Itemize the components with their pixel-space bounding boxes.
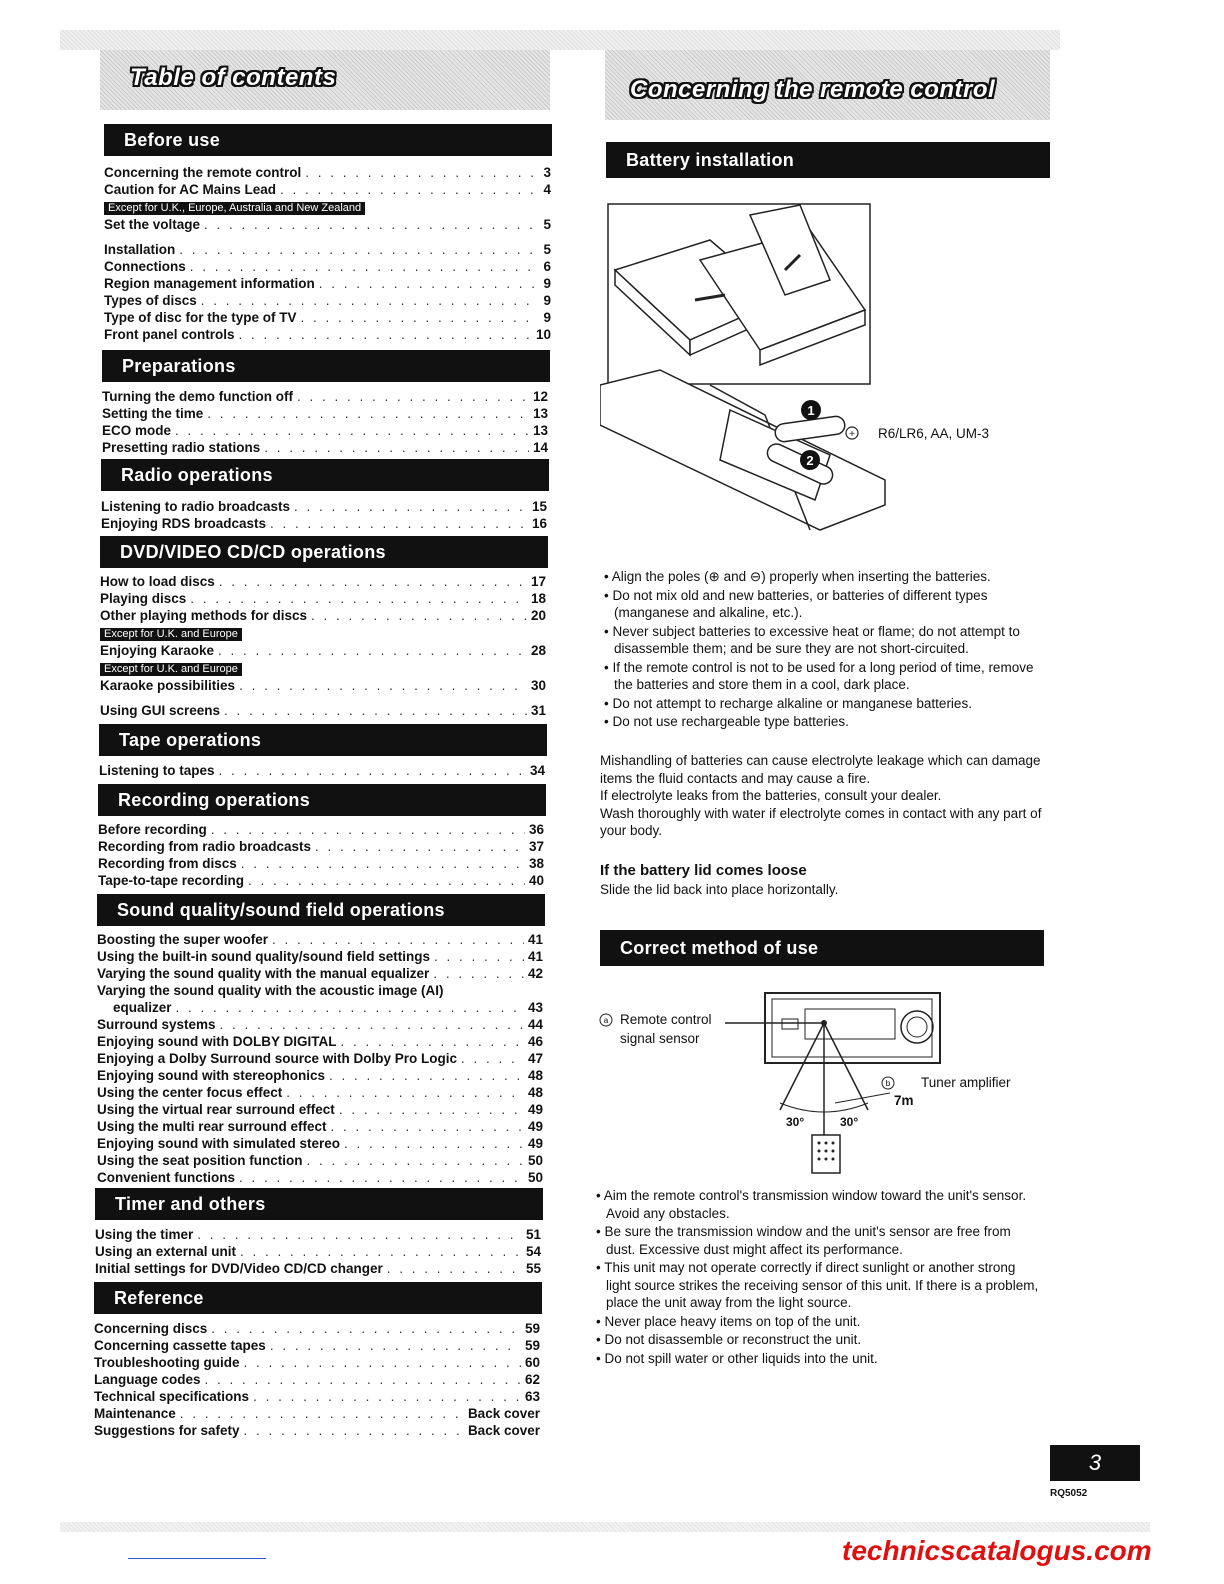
toc-entry-label: Setting the time: [102, 406, 204, 421]
warning-text: If electrolyte leaks from the batteries, consult your dealer.: [600, 788, 942, 803]
toc-entry[interactable]: [102, 388, 548, 405]
toc-entry[interactable]: [100, 607, 546, 624]
toc-title: Table of contents: [130, 64, 337, 91]
watermark-text: technicscatalogus.com: [842, 1535, 1152, 1566]
toc-list-recording: [98, 821, 544, 889]
toc-entry[interactable]: [104, 292, 551, 309]
toc-entry-label: Recording from radio broadcasts: [98, 839, 312, 854]
toc-entry-page: 37: [528, 839, 544, 854]
section-heading-timer: Timer and others: [95, 1188, 543, 1220]
toc-entry[interactable]: [97, 1101, 543, 1118]
toc-entry-label: Using the built-in sound quality/sound field settings: [97, 949, 430, 964]
toc-list-tape: [99, 762, 545, 779]
toc-entry-label: Enjoying sound with DOLBY DIGITAL: [97, 1034, 337, 1049]
toc-entry-page: 13: [532, 423, 548, 438]
toc-entry-label: Concerning discs: [94, 1321, 208, 1336]
battery-installation-illustration: [600, 200, 890, 535]
toc-entry[interactable]: [97, 999, 543, 1016]
toc-entry[interactable]: [102, 405, 548, 422]
toc-entry-label: Using the virtual rear surround effect: [97, 1102, 335, 1117]
toc-entry-page: 43: [527, 1000, 543, 1015]
section-heading-battery: Battery installation: [606, 142, 1050, 178]
toc-entry[interactable]: [98, 838, 544, 855]
marker-a-label: a: [603, 1016, 609, 1025]
toc-entry-page: 30: [530, 678, 546, 693]
toc-entry-label: Using the multi rear surround effect: [97, 1119, 327, 1134]
toc-entry-page: 50: [527, 1170, 543, 1185]
bullet-item: • Do not use rechargeable type batteries.: [604, 714, 849, 729]
toc-entry-page: 5: [543, 242, 551, 257]
toc-entry-label: Enjoying RDS broadcasts: [101, 516, 267, 531]
toc-entry-label: Concerning the remote control: [104, 165, 302, 180]
toc-list-radio: [101, 498, 547, 532]
toc-list-before-use: [104, 164, 551, 343]
toc-entry-page: 51: [525, 1227, 541, 1242]
bullet-item: • Align the poles (⊕ and ⊖) properly when inserting the batteries.: [604, 569, 991, 584]
toc-entry-label: Caution for AC Mains Lead: [104, 182, 277, 197]
toc-entry[interactable]: [104, 309, 551, 326]
toc-entry-label: Using the center focus effect: [97, 1085, 283, 1100]
toc-entry-label: ECO mode: [102, 423, 172, 438]
toc-entry-page: 6: [543, 259, 551, 274]
toc-entry-label: Using GUI screens: [100, 703, 221, 718]
toc-entry-page: 36: [528, 822, 544, 837]
page-number-box: [1050, 1445, 1140, 1481]
toc-entry[interactable]: [94, 1354, 540, 1371]
toc-entry[interactable]: [97, 1135, 543, 1152]
bullet-item: • Do not mix old and new batteries, or batteries of different types (manganese and alkaline, etc.).: [604, 587, 988, 620]
toc-entry-page: 63: [524, 1389, 540, 1404]
angle-left-label: 30°: [786, 1115, 805, 1129]
toc-entry-label: Region management information: [104, 276, 315, 291]
marker-b-label: b: [885, 1079, 891, 1088]
toc-entry-label: Boosting the super woofer: [97, 932, 269, 947]
sensor-label-line1: Remote control: [620, 1012, 712, 1027]
toc-entry-page: 49: [527, 1119, 543, 1134]
document-code: RQ5052: [1050, 1488, 1088, 1499]
bullet-item: • Do not disassemble or reconstruct the unit.: [596, 1332, 862, 1347]
battery-lid-title: If the battery lid comes loose: [600, 862, 807, 879]
toc-entry[interactable]: [97, 948, 543, 965]
toc-entry[interactable]: [102, 439, 548, 456]
battery-warning: [600, 752, 1048, 840]
toc-entry-page: 54: [525, 1244, 541, 1259]
bullet-item: • Do not spill water or other liquids into the unit.: [596, 1350, 878, 1366]
toc-entry[interactable]: [101, 498, 547, 515]
toc-entry-page: 38: [528, 856, 544, 871]
toc-entry-page: 31: [530, 703, 546, 718]
toc-entry-page: 59: [524, 1338, 540, 1353]
toc-entry-label: Enjoying a Dolby Surround source with Dolby Pro Logic: [97, 1051, 458, 1066]
section-heading-dvd: DVD/VIDEO CD/CD operations: [100, 536, 548, 568]
section-heading-preparations: Preparations: [102, 350, 550, 382]
toc-entry-label: Initial settings for DVD/Video CD/CD changer: [95, 1261, 383, 1276]
toc-entry-page: 14: [532, 440, 548, 455]
toc-entry-label: Karaoke possibilities: [100, 678, 236, 693]
toc-entry[interactable]: [104, 326, 551, 343]
toc-entry-label: Varying the sound quality with the manual equalizer: [97, 966, 430, 981]
toc-entry-page: 40: [528, 873, 544, 888]
toc-entry-page: 13: [532, 406, 548, 421]
toc-entry-page: 41: [527, 949, 543, 964]
toc-entry-page: 55: [525, 1261, 541, 1276]
toc-list-timer: [95, 1226, 541, 1277]
section-heading-radio: Radio operations: [101, 459, 549, 491]
toc-list-dvd: [100, 573, 546, 719]
toc-entry[interactable]: [99, 762, 545, 779]
toc-entry[interactable]: [97, 982, 543, 999]
toc-list-reference: [94, 1320, 540, 1439]
toc-entry-label: Suggestions for safety: [94, 1423, 240, 1438]
bullet-item: • Be sure the transmission window and the unit's sensor are free from dust. Excessive dust might affect its performance.: [596, 1224, 1011, 1257]
toc-entry-label: Before recording: [98, 822, 207, 837]
bullet-item: • Aim the remote control's transmission window toward the unit's sensor. Avoid any obstacles.: [596, 1188, 1027, 1221]
toc-entry-page: 48: [527, 1068, 543, 1083]
toc-entry-page: 16: [531, 516, 547, 531]
toc-entry-page: 20: [530, 608, 546, 623]
toc-entry-page: 9: [543, 310, 551, 325]
toc-entry-label: Listening to radio broadcasts: [101, 499, 291, 514]
page-number: 3: [1088, 1450, 1102, 1475]
toc-entry-label: Front panel controls: [104, 327, 235, 342]
toc-entry-label: Using the timer: [95, 1227, 194, 1242]
toc-entry-label: Technical specifications: [94, 1389, 250, 1404]
section-heading-tape: Tape operations: [99, 724, 547, 756]
toc-entry[interactable]: [100, 642, 546, 659]
toc-entry-label: Varying the sound quality with the acoustic image (AI): [97, 983, 444, 998]
toc-entry[interactable]: [95, 1226, 541, 1243]
toc-entry-label: Tape-to-tape recording: [98, 873, 245, 888]
bullet-item: • If the remote control is not to be used for a long period of time, remove the batteries and store them in a cool, dark place.: [604, 659, 1034, 692]
top-grain-band: [60, 30, 1060, 50]
warning-text: Wash thoroughly with water if electrolyte comes in contact with any part of your body.: [600, 805, 1042, 838]
angle-right-label: 30°: [840, 1115, 859, 1129]
toc-entry[interactable]: [97, 931, 543, 948]
bottom-grain-band: [60, 1522, 1150, 1532]
toc-entry-page: 28: [530, 643, 546, 658]
toc-entry[interactable]: [98, 855, 544, 872]
toc-entry-page: 42: [527, 966, 543, 981]
toc-entry[interactable]: [104, 164, 551, 181]
toc-entry-label: equalizer: [113, 1000, 172, 1015]
use-bullets: [594, 1187, 1042, 1368]
toc-entry[interactable]: [97, 965, 543, 982]
toc-entry-label: Troubleshooting guide: [94, 1355, 240, 1370]
distance-label: 7m: [894, 1093, 914, 1108]
bullet-item: • This unit may not operate correctly if direct sunlight or another strong light source strikes the receiving sensor of this unit. If there is a problem, place the unit away from the light source.: [596, 1260, 1039, 1310]
toc-entry-label: Enjoying Karaoke: [100, 643, 215, 658]
toc-entry-page: 10: [535, 327, 551, 342]
toc-entry[interactable]: [95, 1260, 541, 1277]
toc-entry-label: Enjoying sound with simulated stereo: [97, 1136, 341, 1151]
toc-entry[interactable]: [101, 515, 547, 532]
section-heading-use: Correct method of use: [600, 930, 1044, 966]
toc-entry-label: Connections: [104, 259, 186, 274]
toc-entry-page: 62: [524, 1372, 540, 1387]
toc-entry-label: Installation: [104, 242, 176, 257]
toc-entry-page: 18: [530, 591, 546, 606]
toc-entry-page: 41: [527, 932, 543, 947]
toc-entry-page: Back cover: [467, 1423, 540, 1438]
section-heading-reference: Reference: [94, 1282, 542, 1314]
region-tag: Except for U.K., Europe, Australia and New Zealand: [104, 202, 365, 215]
toc-entry-label: Listening to tapes: [99, 763, 215, 778]
section-heading-recording: Recording operations: [98, 784, 546, 816]
toc-entry-label: Convenient functions: [97, 1170, 235, 1185]
toc-entry[interactable]: [94, 1422, 540, 1439]
toc-entry-label: Types of discs: [104, 293, 197, 308]
toc-entry-page: 5: [543, 217, 551, 232]
toc-entry-label: Recording from discs: [98, 856, 237, 871]
toc-entry-page: 49: [527, 1102, 543, 1117]
toc-entry[interactable]: [97, 1084, 543, 1101]
toc-entry-label: Playing discs: [100, 591, 187, 606]
toc-entry-page: 44: [527, 1017, 543, 1032]
toc-entry[interactable]: [98, 872, 544, 889]
toc-entry-page: 12: [532, 389, 548, 404]
toc-entry-page: 17: [530, 574, 546, 589]
toc-entry-page: 49: [527, 1136, 543, 1151]
toc-entry-label: Surround systems: [97, 1017, 216, 1032]
toc-entry[interactable]: [94, 1320, 540, 1337]
tuner-amp-label: Tuner amplifier: [921, 1075, 1011, 1090]
toc-list-sound: [97, 931, 543, 1186]
warning-text: Mishandling of batteries can cause electrolyte leakage which can damage items the fluid contacts and may cause a fire.: [600, 753, 1041, 786]
footer-link-line: [128, 1558, 266, 1559]
toc-entry[interactable]: [95, 1243, 541, 1260]
toc-entry-page: 59: [524, 1321, 540, 1336]
toc-entry-label: Other playing methods for discs: [100, 608, 308, 623]
toc-entry-page: 3: [543, 165, 551, 180]
toc-entry[interactable]: [104, 258, 551, 275]
toc-entry-page: Back cover: [467, 1406, 540, 1421]
toc-entry-page: 4: [543, 182, 551, 197]
toc-entry-page: 50: [527, 1153, 543, 1168]
toc-entry-label: Using the seat position function: [97, 1153, 303, 1168]
toc-entry[interactable]: [104, 275, 551, 292]
toc-entry-page: 34: [529, 763, 545, 778]
toc-entry[interactable]: [97, 1016, 543, 1033]
toc-entry[interactable]: [97, 1169, 543, 1186]
region-tag: Except for U.K. and Europe: [100, 628, 242, 641]
toc-entry[interactable]: [102, 422, 548, 439]
toc-entry[interactable]: [100, 702, 546, 719]
toc-entry[interactable]: [104, 241, 551, 258]
toc-entry[interactable]: [97, 1033, 543, 1050]
svg-text:1: 1: [807, 403, 815, 418]
svg-text:2: 2: [806, 453, 814, 468]
toc-entry[interactable]: [98, 821, 544, 838]
bullet-item: • Never place heavy items on top of the unit.: [596, 1313, 861, 1329]
bullet-item: • Do not attempt to recharge alkaline or manganese batteries.: [604, 695, 972, 711]
toc-entry-label: Language codes: [94, 1372, 201, 1387]
toc-list-preparations: [102, 388, 548, 456]
section-heading-sound: Sound quality/sound field operations: [97, 894, 545, 926]
toc-entry-label: Type of disc for the type of TV: [104, 310, 297, 325]
region-tag: Except for U.K. and Europe: [100, 663, 242, 676]
toc-entry-page: 46: [527, 1034, 543, 1049]
toc-entry[interactable]: [100, 677, 546, 694]
toc-entry-label: Turning the demo function off: [102, 389, 293, 404]
toc-entry-label: Set the voltage: [104, 217, 201, 232]
toc-entry[interactable]: [104, 216, 551, 233]
toc-entry-page: 9: [543, 276, 551, 291]
toc-entry[interactable]: [94, 1371, 540, 1388]
toc-entry-page: 15: [531, 499, 547, 514]
toc-entry-page: 9: [543, 293, 551, 308]
toc-entry[interactable]: [94, 1337, 540, 1354]
toc-entry-page: 48: [527, 1085, 543, 1100]
remote-title: Concerning the remote control: [630, 76, 996, 103]
toc-entry[interactable]: [97, 1118, 543, 1135]
toc-entry[interactable]: [97, 1152, 543, 1169]
toc-entry[interactable]: [104, 181, 551, 198]
sensor-label-line2: signal sensor: [620, 1031, 700, 1046]
toc-entry-page: 47: [527, 1051, 543, 1066]
battery-bullets: [602, 568, 1048, 732]
toc-entry[interactable]: [97, 1067, 543, 1084]
toc-entry-label: Concerning cassette tapes: [94, 1338, 266, 1353]
toc-entry-page: 60: [524, 1355, 540, 1370]
toc-entry[interactable]: [94, 1405, 540, 1422]
battery-lid-text: Slide the lid back into place horizontally.: [600, 882, 839, 897]
toc-entry[interactable]: [100, 590, 546, 607]
bullet-item: • Never subject batteries to excessive heat or flame; do not attempt to disassemble them; and be sure they are not short-circuited.: [604, 623, 1020, 656]
toc-entry-label: Maintenance: [94, 1406, 176, 1421]
svg-text:+: +: [849, 429, 855, 440]
toc-entry[interactable]: [97, 1050, 543, 1067]
toc-entry-label: Presetting radio stations: [102, 440, 261, 455]
toc-entry-label: Enjoying sound with stereophonics: [97, 1068, 326, 1083]
toc-entry-label: Using an external unit: [95, 1244, 237, 1259]
battery-type-label: R6/LR6, AA, UM-3: [878, 426, 990, 441]
toc-entry[interactable]: [100, 573, 546, 590]
section-heading-before-use: Before use: [104, 124, 552, 156]
toc-entry[interactable]: [94, 1388, 540, 1405]
toc-entry-label: How to load discs: [100, 574, 215, 589]
